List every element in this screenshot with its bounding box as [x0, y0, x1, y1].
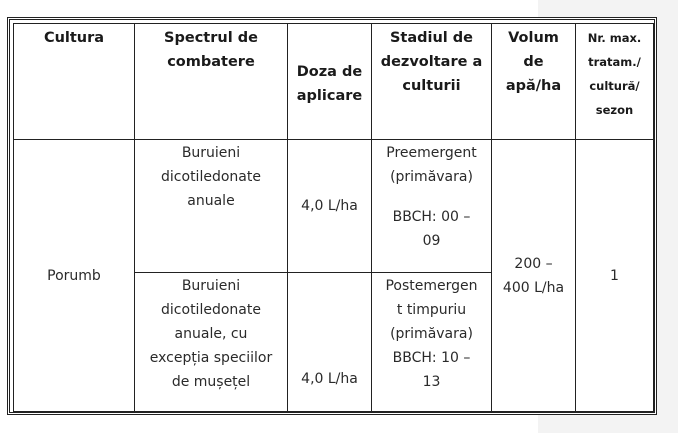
stadiul-cell-1 — [372, 140, 492, 273]
header-cultura-text: Cultura — [43, 30, 105, 46]
stadiul-1-line4: 09 — [422, 233, 441, 249]
stadiul-1-line3: BBCH: 00 – — [392, 209, 471, 225]
header-volum — [492, 24, 576, 140]
header-volum-line3: apă/ha — [505, 78, 562, 94]
header-stadiul-line2: dezvoltare a — [380, 54, 483, 70]
spectrul-2-line5: de mușețel — [171, 374, 251, 390]
header-row — [14, 24, 654, 140]
nrmax-cell — [576, 140, 654, 412]
header-nrmax — [576, 24, 654, 140]
header-volum-line2: de — [523, 54, 544, 70]
header-stadiul-line3: culturii — [402, 78, 461, 94]
header-spectrul-line1: Spectrul de — [164, 30, 258, 46]
header-volum-line1: Volum — [508, 30, 559, 46]
doza-1: 4,0 L/ha — [301, 198, 358, 214]
stadiul-2-line5: 13 — [422, 374, 441, 390]
doza-2: 4,0 L/ha — [301, 371, 358, 387]
spectrul-cell-2 — [135, 273, 288, 412]
volum-cell — [492, 140, 576, 412]
header-doza-line2: aplicare — [296, 88, 363, 104]
stadiul-2-line4: BBCH: 10 – — [392, 350, 471, 366]
stadiul-2-line3: (primăvara) — [390, 326, 473, 342]
spectrul-2-line4: excepția speciilor — [149, 350, 273, 366]
crop-cell — [14, 140, 135, 412]
header-stadiul-line1: Stadiul de — [389, 30, 474, 46]
crop-name: Porumb — [47, 267, 101, 284]
stadiul-1-line2: (primăvara) — [390, 169, 473, 185]
header-nrmax-line3: cultură/ — [589, 79, 640, 93]
spectrul-1-line3: anuale — [187, 193, 235, 209]
volum-line2: 400 L/ha — [502, 279, 565, 296]
header-stadiul — [372, 24, 492, 140]
spectrul-1-line2: dicotiledonate — [161, 169, 261, 185]
header-nrmax-line4: sezon — [595, 103, 634, 117]
header-nrmax-line1: Nr. max. — [587, 31, 642, 45]
stadiul-cell-2 — [372, 273, 492, 412]
spectrul-cell-1 — [135, 140, 288, 273]
stadiul-1-line1: Preemergent — [386, 145, 477, 161]
spectrul-1-line1: Buruieni — [181, 145, 241, 161]
treatment-table-frame — [7, 17, 657, 415]
header-nrmax-line2: tratam./ — [588, 55, 641, 69]
doza-cell-2 — [288, 273, 372, 412]
table-row — [14, 140, 654, 273]
spectrul-2-line2: dicotiledonate — [161, 302, 261, 318]
stadiul-2-line1: Postemergen — [385, 278, 478, 294]
volum-line1: 200 – — [514, 255, 553, 272]
header-doza-line1: Doza de — [296, 64, 363, 80]
header-doza — [288, 24, 372, 140]
nrmax-value: 1 — [610, 267, 619, 284]
doza-cell-1 — [288, 140, 372, 273]
treatment-table — [13, 23, 654, 412]
spectrul-2-line1: Buruieni — [181, 278, 241, 294]
header-cultura — [14, 24, 135, 140]
header-spectrul-line2: combatere — [167, 54, 255, 70]
header-spectrul — [135, 24, 288, 140]
stadiul-2-line2: t timpuriu — [396, 302, 467, 318]
spectrul-2-line3: anuale, cu — [174, 326, 248, 342]
